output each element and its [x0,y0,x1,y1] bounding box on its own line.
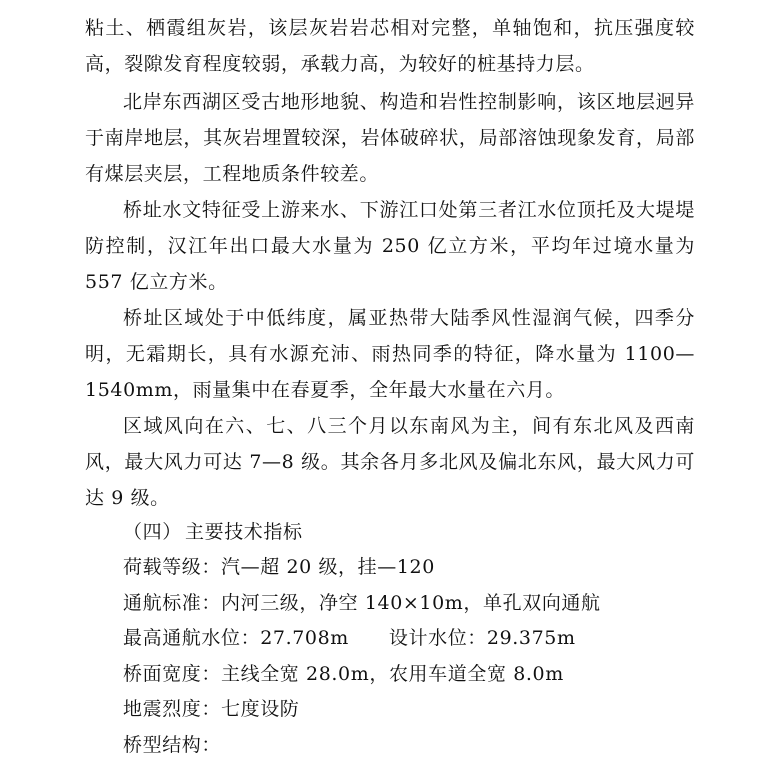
paragraph-wind: 区域风向在六、七、八三个月以东南风为主，间有东北风及西南风，最大风力可达 7—8 级。其余各月多北风及偏北东风，最大风力可达 9 级。 [85,415,695,509]
paragraph-north-bank-geology: 北岸东西湖区受古地形地貌、构造和岩性控制影响，该区地层迥异于南岸地层，其灰岩埋置较深，岩体破碎状，局部溶蚀现象发育，局部有煤层夹层，工程地质条件较差。 [85,91,695,185]
spec-water-levels [123,620,576,656]
section-number: （四） [123,521,182,543]
spec-load-grade: 荷载等级：汽—超 20 级，挂—120 [123,556,435,578]
paragraph-climate: 桥址区域处于中低纬度，属亚热带大陆季风性湿润气候，四季分明，无霜期长，具有水源充沛、雨热同季的特征，降水量为 1100—1540mm，雨量集中在春夏季，全年最大水量在六月。 [85,307,695,401]
spec-navigation-standard: 通航标准：内河三级，净空 140×10m，单孔双向通航 [123,592,601,614]
paragraph-hydrology: 桥址水文特征受上游来水、下游江口处第三者江水位顶托及大堤堤防控制，汉江年出口最大水量为 250 亿立方米，平均年过境水量为 557 亿立方米。 [85,199,695,293]
spec-bridge-type: 桥型结构： [123,734,222,756]
spec-design-water-level: 设计水位：29.375m [388,627,576,649]
section-title: 主要技术指标 [185,521,303,543]
spec-seismic-intensity: 地震烈度：七度设防 [123,698,300,720]
spec-highest-water-level: 最高通航水位：27.708m [123,627,349,649]
section-heading [123,514,303,550]
spec-deck-width: 桥面宽度：主线全宽 28.0m，农用车道全宽 8.0m [123,663,564,685]
paragraph-bearing-layer: 粘土、栖霞组灰岩，该层灰岩岩芯相对完整，单轴饱和，抗压强度较高，裂隙发育程度较弱，承载力高，为较好的桩基持力层。 [85,17,695,75]
